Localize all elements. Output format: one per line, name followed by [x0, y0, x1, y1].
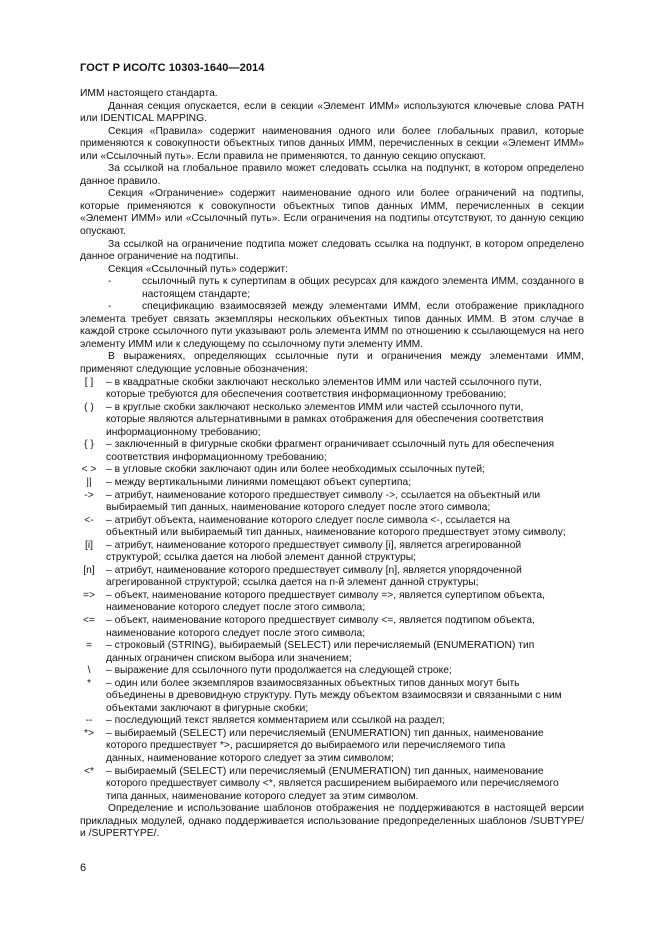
notation-row — [72, 540, 584, 565]
notation-text-line: наименование которого следует после этого символа; — [106, 627, 366, 639]
paragraph: Секция «Ограничение» содержит наименование одного или более ограничений на подтипы, которые применяются к совокупности объектных типов данных ИММ, перечисленных в секции «Элемент ИММ» или «Ссылочный путь». Если ограничения на подтипы отсутствуют, то данную секцию опускают. — [80, 188, 584, 238]
notation-text-line: соответствия информационному требованию; — [106, 451, 327, 463]
notation-symbol: ( ) — [84, 401, 94, 413]
notation-text-line: объектами заключают в фигурные скобки; — [106, 702, 309, 714]
notation-text — [106, 590, 584, 615]
notation-text-line: – в квадратные скобки заключают несколько элементов ИММ или частей ссылочного пути, — [106, 376, 542, 388]
notation-text-line: – атрибут, наименование которого предшествует символу ->, ссылается на объектный или — [106, 489, 541, 501]
list-item-text: ссылочный путь к супертипам в общих ресурсах для каждого элемента ИММ, созданного в настоящем стандарте; — [142, 276, 584, 300]
notation-row — [72, 728, 584, 766]
notation-symbol: [i] — [84, 539, 93, 551]
notation-symbol: = — [85, 640, 92, 652]
notation-symbol: => — [82, 589, 96, 601]
notation-text-line: – выбираемый (SELECT) или перечисляемый (ENUMERATION) тип данных, наименование — [106, 765, 544, 777]
notation-text — [106, 715, 584, 728]
notation-text — [106, 766, 584, 804]
notation-row — [72, 640, 584, 665]
notation-text-line: – атрибут объекта, наименование которого следует после символа <-, ссылается на — [106, 514, 511, 526]
list-item-text: спецификацию взаимосвязей между элементами ИММ, если отображение прикладного элемента требует связать экземпляры нескольких объектных типов данных ИММ. В этом случае в каждой строке ссылочного пути указывают роль элемента ИММ по отношению к ссылающемуся на него элементу ИММ или к следующему по ссылочному пути элементу ИММ. — [80, 301, 584, 350]
notation-text-line: – выражение для ссылочного пути продолжается на следующей строке; — [106, 665, 452, 677]
notation-symbol: -- — [85, 715, 93, 727]
notation-symbol: [n] — [83, 564, 95, 576]
list-item — [80, 276, 584, 301]
notation-row — [72, 477, 584, 490]
notation-row — [72, 515, 584, 540]
notation-row — [72, 377, 584, 402]
notation-text — [106, 728, 584, 766]
notation-row — [72, 590, 584, 615]
notation-text — [106, 439, 584, 464]
notation-text-line: выбираемый тип данных, наименование которого следует после этого символа; — [106, 502, 491, 514]
notation-text-line: – заключенный в фигурные скобки фрагмент ограничивает ссылочный путь для обеспечения — [106, 439, 555, 451]
notation-row — [72, 715, 584, 728]
notation-text-line: – последующий текст является комментарием или ссылкой на раздел; — [106, 715, 445, 727]
notation-text — [106, 402, 584, 440]
list — [80, 276, 584, 301]
document-header: ГОСТ Р ИСО/ТС 10303-1640—2014 — [80, 62, 265, 74]
paragraph: Данная секция опускается, если в секции «Элемент ИММ» используются ключевые слова PATH или IDENTICAL MAPPING. — [80, 100, 584, 125]
notation-text-line: – строковый (STRING), выбираемый (SELECT) или перечисляемый (ENUMERATION) тип — [106, 640, 535, 652]
notation-text — [106, 477, 584, 490]
notation-symbol: <= — [82, 614, 96, 626]
notation-text-line: данных ограничен списком выбора или значением; — [106, 652, 352, 664]
notation-text — [106, 515, 584, 540]
notation-row — [72, 565, 584, 590]
paragraph: За ссылкой на глобальное правило может следовать ссылка на подпункт, в котором определено данное правило. — [80, 163, 584, 187]
notation-row — [72, 490, 584, 515]
paragraph: Секция «Правила» содержит наименования одного или более глобальных правил, которые применяются к совокупности объектных типов данных ИММ, перечисленных в секции «Элемент ИММ» или «Ссылочный путь». Если правила не применяются, то данную секцию опускают. — [80, 125, 584, 162]
notation-text-line: агрегированной структурой; ссылка дается на n-й элемент данной структуры; — [106, 577, 479, 589]
notation-text-line: которого предшествует символу <*, является расширением выбираемого или перечисляемого — [106, 778, 559, 790]
notation-text-line: которые являются альтернативными в рамках отображения для обеспечения соответствия — [106, 414, 544, 426]
notation-symbol: <- — [84, 514, 94, 526]
notation-text-line: – в круглые скобки заключают несколько элементов ИММ или частей ссылочного пути, — [106, 401, 524, 413]
notation-text-line: – в угловые скобки заключают один или более необходимых ссылочных путей; — [106, 464, 485, 476]
notation-symbol: < > — [81, 464, 97, 476]
notation-text — [106, 464, 584, 477]
notation-text — [106, 490, 584, 515]
paragraph: Секция «Ссылочный путь» содержит: — [108, 263, 288, 275]
notation-text-line: – атрибут, наименование которого предшествует символу [i], является агрегированной — [106, 539, 522, 551]
notation-row — [72, 766, 584, 804]
notation-text-line: – выбираемый (SELECT) или перечисляемый (ENUMERATION) тип данных, наименование — [106, 727, 544, 739]
notation-text-line: объединены в древовидную структуру. Путь между объектом взаимосвязи и связанными с ним — [106, 690, 562, 702]
notation-text — [106, 640, 584, 665]
notation-text — [106, 678, 584, 716]
notation-text-line: которого предшествует *>, расширяется до выбираемого или перечисляемого типа — [106, 740, 506, 752]
notation-text-line: – один или более экземпляров взаимосвязанных объектных типов данных могут быть — [106, 677, 520, 689]
list-item-2 — [80, 301, 584, 351]
notation-row — [72, 678, 584, 716]
notation-row — [72, 439, 584, 464]
notation-row — [72, 615, 584, 640]
list-marker: - — [108, 276, 112, 288]
notation-text-line: типа данных, наименование которого следует за этим символом. — [106, 790, 419, 802]
notation-symbol: { } — [84, 439, 94, 451]
notation-text-line: данных, наименование которого следует за этим символом; — [106, 752, 394, 764]
notation-row — [72, 665, 584, 678]
notation-symbol: * — [86, 677, 91, 689]
notation-text-line: наименование которого следует после этого символа; — [106, 602, 366, 614]
notation-symbol: [ ] — [84, 376, 94, 388]
notation-text — [106, 565, 584, 590]
notation-symbol: *> — [83, 727, 95, 739]
notation-symbol: || — [86, 476, 92, 488]
notation-symbol: -> — [84, 489, 94, 501]
final-paragraph: Определение и использование шаблонов отображения не поддерживаются в настоящей версии прикладных модулей, однако поддерживается использование предопределенных шаблонов /SUBTYPE/ и /SUPERTYPE/. — [80, 803, 584, 840]
notation-row — [72, 464, 584, 477]
document-body — [80, 88, 584, 841]
notation-text — [106, 540, 584, 565]
notation-list — [80, 377, 584, 804]
notation-text-line: которые требуются для обеспечения соответствия информационному требованию; — [106, 389, 507, 401]
notation-text-line: структурой; ссылка дается на любой элемент данной структуры; — [106, 552, 416, 564]
notation-symbol: <* — [83, 765, 95, 777]
notation-text-line: информационному требованию; — [106, 426, 261, 438]
list-marker: - — [108, 301, 112, 313]
notation-text-line: – объект, наименование которого предшествует символу <=, является подтипом объекта, — [106, 614, 535, 626]
notation-text-line: – между вертикальными линиями помещают объект супертипа; — [106, 476, 412, 488]
notation-text-line: – атрибут, наименование которого предшествует символу [n], является упорядоченной — [106, 564, 522, 576]
notation-row — [72, 402, 584, 440]
notation-text-line: объектный или выбираемый тип данных, наименование которого предшествует этому символу; — [106, 527, 566, 539]
page-number: 6 — [80, 862, 87, 874]
paragraph: ИММ настоящего стандарта. — [80, 88, 218, 99]
notation-text — [106, 665, 584, 678]
notation-text — [106, 377, 584, 402]
notation-text-line: – объект, наименование которого предшествует символу =>, является супертипом объекта, — [106, 589, 545, 601]
notation-text — [106, 615, 584, 640]
notation-intro: В выражениях, определяющих ссылочные пути и ограничения между элементами ИММ, применяют следующие условные обозначения: — [80, 351, 584, 376]
paragraph: За ссылкой на ограничение подтипа может следовать ссылка на подпункт, в котором определено данное ограничение на подтипы. — [80, 238, 584, 263]
notation-symbol: \ — [87, 665, 91, 677]
